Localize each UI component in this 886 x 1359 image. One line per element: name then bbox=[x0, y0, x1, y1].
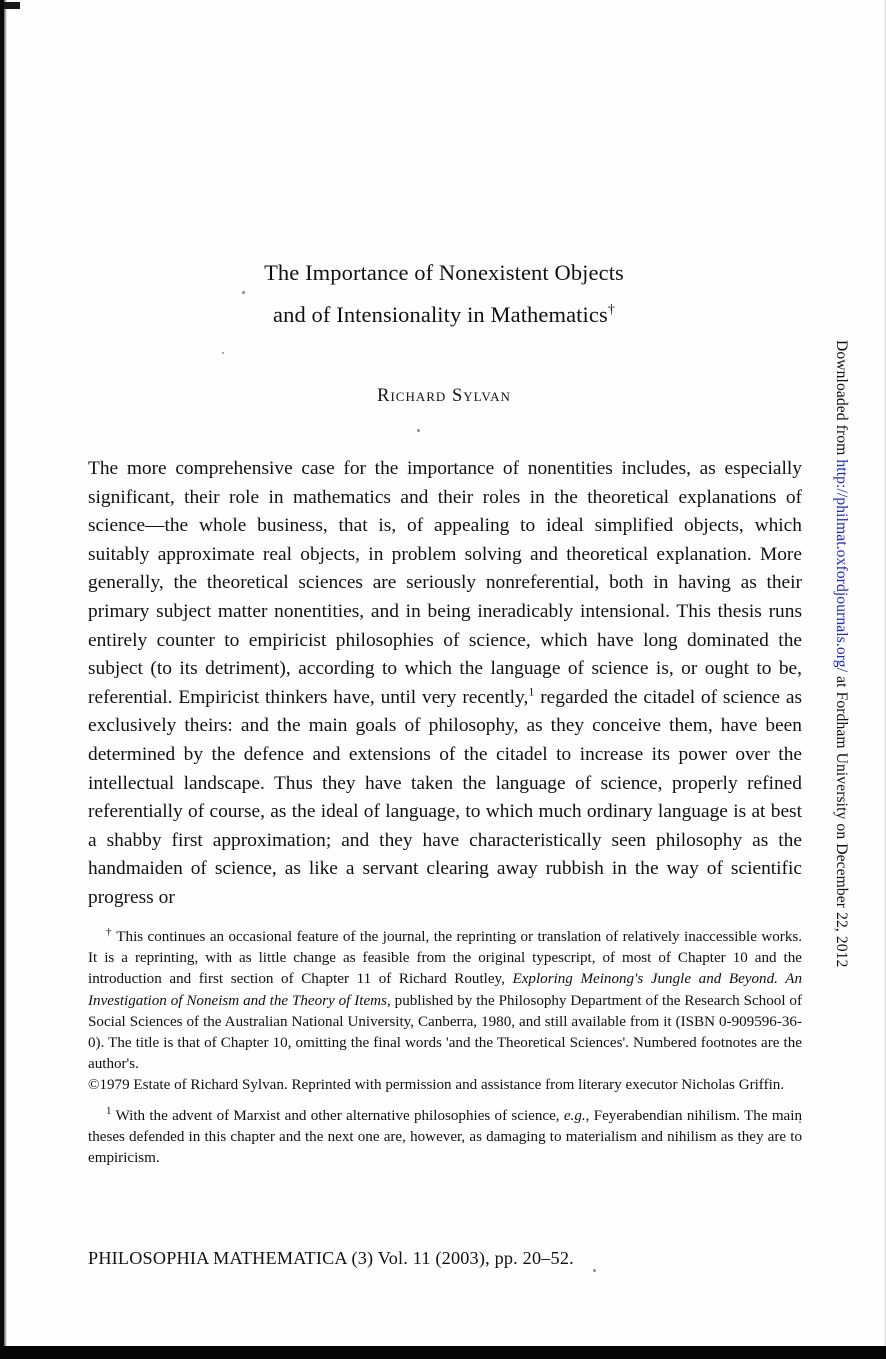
article-author: Richard Sylvan bbox=[377, 386, 511, 406]
journal-url-link[interactable]: http://philmat.oxfordjournals.org/ bbox=[833, 459, 850, 673]
article-title bbox=[88, 252, 800, 336]
journal-citation: PHILOSOPHIA MATHEMATICA (3) Vol. 11 (2003), pp. 20–52. bbox=[88, 1248, 574, 1268]
article-title-line-1: The Importance of Nonexistent Objects bbox=[264, 260, 624, 285]
footnote-1-text-after: , Feyerabendian nihilism. The main theses defended in this chapter and the next one are, however, as damaging to materialism and nihilism as they are to empiricism. bbox=[88, 1107, 802, 1167]
scan-speck bbox=[417, 429, 420, 432]
body-text-part-1: The more comprehensive case for the importance of nonentities includes, as especially significant, their role in mathematics and their roles in the theoretical explanations of science—the whole business, that is, of appealing to ideal simplified objects, which suitably approximate real objects, in problem solving and theoretical explanation. More generally, the theoretical sciences are seriously nonreferential, both in having as their primary subject matter nonentities, and in being ineradicably intensional. This thesis runs entirely counter to empiricist philosophies of science, which have long dominated the subject (to its detriment), according to which the language of science is, or ought to be, referential. Empiricist thinkers have, until very recently, bbox=[88, 458, 802, 708]
footnote-section bbox=[88, 927, 802, 1169]
footnote-1-marker: 1 bbox=[106, 1104, 112, 1117]
title-dagger-footnote-marker: † bbox=[607, 302, 615, 318]
body-text-part-2: regarded the citadel of science as exclusively theirs: and the main goals of philosophy, as they conceive them, have been determined by the defence and extensions of the citadel to increase its power over the intellectual landscape. Thus they have taken the language of science, properly refined referentially of course, as the ideal of language, to which much ordinary language is at best a shabby first approximation; and they have characteristically seen philosophy as the handmaiden of science, as like a servant clearing away rubbish in the way of scientific progress or bbox=[88, 686, 802, 908]
footnote-spacer bbox=[88, 1097, 802, 1106]
article-title-line-2-text: and of Intensionality in Mathematics bbox=[273, 302, 608, 327]
footnote-copyright: ©1979 Estate of Richard Sylvan. Reprinted with permission and assistance from literary executor Nicholas Griffin. bbox=[88, 1077, 785, 1094]
scan-edge-bottom-artifact bbox=[0, 1346, 886, 1359]
scan-speck bbox=[593, 1269, 596, 1272]
footnote-dagger-marker: † bbox=[106, 925, 113, 938]
scan-edge-left-gradient-artifact bbox=[4, 0, 7, 1347]
article-body-paragraph bbox=[88, 455, 802, 913]
download-provenance-text bbox=[832, 340, 850, 967]
footnote-dagger-text-before: This continues an occasional feature of the journal, the reprinting or translation of relatively inaccessible works. It is a reprinting, with as little change as feasible from the original typescript, of most of Chapter 10 and the introduction and first section of Chapter 11 of Richard Routley, bbox=[88, 929, 803, 988]
footnote-book-title: Exploring Meinong's Jungle and Beyond. An Investigation of Noneism and the Theory of Items bbox=[88, 971, 803, 1009]
footnote-dagger bbox=[88, 927, 802, 1075]
download-suffix: at Fordham University on December 22, 2012 bbox=[833, 672, 850, 968]
footnote-1 bbox=[88, 1106, 802, 1170]
download-provenance-sidebar bbox=[832, 340, 862, 1200]
footnote-1-eg-italic: e.g. bbox=[563, 1107, 586, 1124]
footnote-1-text-before: With the advent of Marxist and other alternative philosophies of science, bbox=[111, 1107, 564, 1124]
article-title-line-2 bbox=[88, 294, 800, 336]
scan-speck bbox=[222, 352, 224, 354]
body-footnote-reference-1: 1 bbox=[528, 684, 535, 699]
scan-corner-artifact bbox=[4, 2, 20, 9]
download-prefix: Downloaded from bbox=[833, 340, 850, 460]
footnote-dagger-text-after: , published by the Philosophy Department of the Research School of Social Sciences of the Australian National University, Canberra, 1980, and still available from it (ISBN 0-909596-36-0). The title is that of Chapter 10, omitting the final words 'and the Theoretical Sciences'. Numbered footnotes are the author's. bbox=[88, 992, 802, 1073]
